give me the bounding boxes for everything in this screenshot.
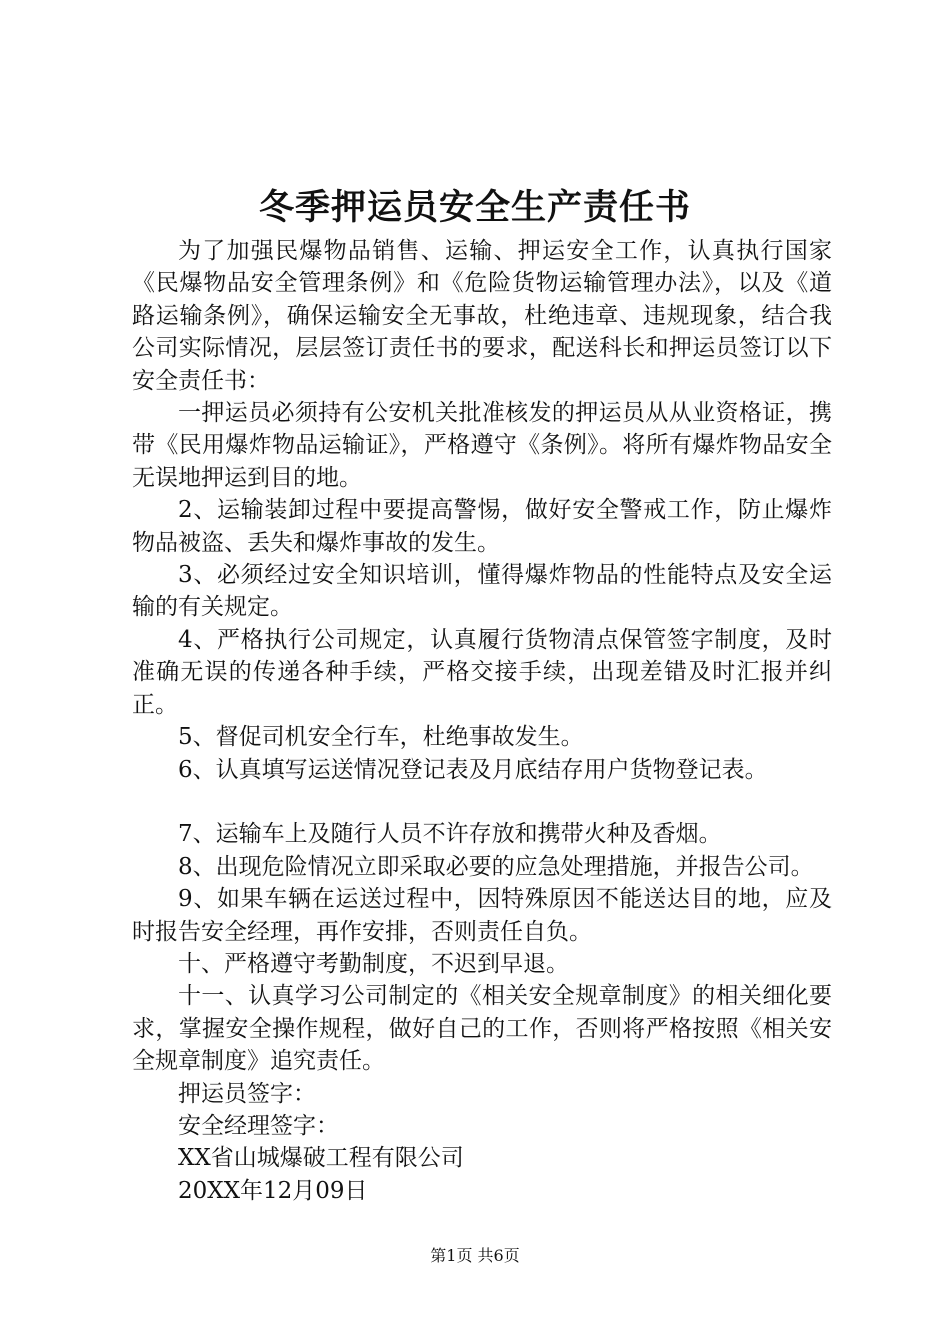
- clause-6: 6、认真填写运送情况登记表及月底结存用户货物登记表。: [178, 756, 768, 783]
- clause-1: 一押运员必须持有公安机关批准核发的押运员从从业资格证，携带《民用爆炸物品运输证》，严格遵守《条例》。将所有爆炸物品安全无误地押运到目的地。: [132, 400, 832, 491]
- page-number-footer: 第1页 共6页: [430, 1246, 520, 1265]
- clause-8: 8、出现危险情况立即采取必要的应急处理措施，并报告公司。: [178, 853, 814, 880]
- clause-5: 5、督促司机安全行车，杜绝事故发生。: [178, 724, 584, 751]
- company-name: XX省山城爆破工程有限公司: [178, 1145, 464, 1172]
- blank-line: [132, 786, 832, 818]
- intro-paragraph: 为了加强民爆物品销售、运输、押运安全工作，认真执行国家《民爆物品安全管理条例》和《危险货物运输管理办法》，以及《道路运输条例》，确保运输安全无事故，杜绝违章、违规现象，结合我公司实际情况，层层签订责任书的要求，配送科长和押运员签订以下安全责任书：: [132, 238, 832, 394]
- clause-9: 9、如果车辆在运送过程中，因特殊原因不能送达目的地，应及时报告安全经理，再作安排，否则责任自负。: [132, 886, 832, 945]
- clause-3: 3、必须经过安全知识培训，懂得爆炸物品的性能特点及安全运输的有关规定。: [132, 562, 832, 621]
- document-body: [132, 235, 832, 1207]
- safety-manager-signature-line: 安全经理签字：: [178, 1112, 339, 1139]
- clause-10: 十、严格遵守考勤制度，不迟到早退。: [178, 950, 569, 977]
- document-date: 20XX年12月09日: [178, 1177, 368, 1204]
- clause-7: 7、运输车上及随行人员不许存放和携带火种及香烟。: [178, 821, 722, 848]
- clause-2: 2、运输装卸过程中要提高警惕，做好安全警戒工作，防止爆炸物品被盗、丢失和爆炸事故的发生。: [132, 497, 832, 556]
- clause-4: 4、严格执行公司规定，认真履行货物清点保管签字制度，及时准确无误的传递各种手续，严格交接手续，出现差错及时汇报并纠正。: [132, 626, 832, 718]
- escort-signature-line: 押运员签字：: [178, 1080, 316, 1107]
- document-title: 冬季押运员安全生产责任书: [258, 187, 691, 228]
- clause-11: 十一、认真学习公司制定的《相关安全规章制度》的相关细化要求，掌握安全操作规程，做好自己的工作，否则将严格按照《相关安全规章制度》追究责任。: [132, 983, 832, 1075]
